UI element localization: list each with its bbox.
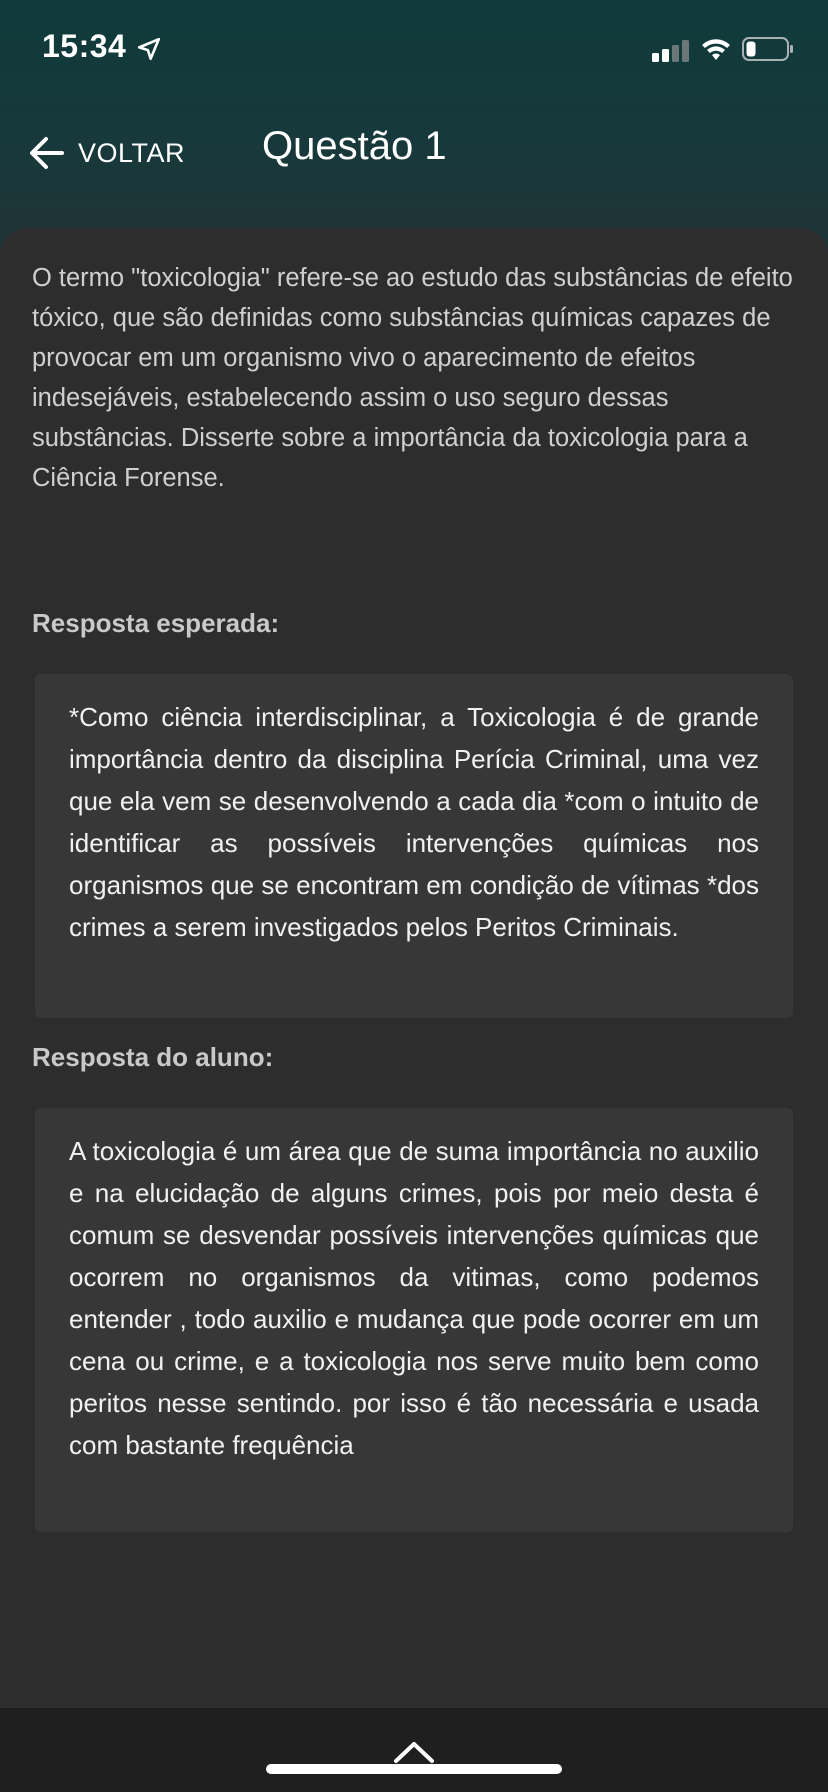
back-label: VOLTAR <box>78 137 186 168</box>
student-answer-box <box>35 1108 793 1532</box>
student-answer-label: Resposta do aluno: <box>32 1042 274 1072</box>
home-indicator[interactable] <box>266 1764 562 1774</box>
expected-answer-label: Resposta esperada: <box>32 608 280 638</box>
question-text: O termo "toxicologia" refere-se ao estudo das substâncias de efeito tóxico, que são definidas como substâncias químicas capazes de provocar em um organismo vivo o aparecimento de efeitos indesejáveis, estabelecendo assim o uso seguro dessas substâncias. Disserte sobre a importância da toxicologia para a Ciência Forense. <box>32 264 793 492</box>
expected-answer-box <box>35 674 793 1018</box>
battery-icon <box>742 37 794 61</box>
expected-answer-text: *Como ciência interdisciplinar, a Toxicologia é de grande importância dentro da disciplina Perícia Criminal, uma vez que ela vem se desenvolvendo a cada dia *com o intuito de identificar as possíveis intervenções químicas nos organismos que se encontram em condição de vítimas *dos crimes a serem investigados pelos Peritos Criminais. <box>69 702 759 942</box>
cellular-signal-icon <box>652 40 692 62</box>
wifi-icon <box>700 36 732 62</box>
student-answer-text: A toxicologia é um área que de suma importância no auxilio e na elucidação de alguns crimes, pois por meio desta é comum se desvendar possíveis intervenções químicas que ocorrem no organismos da vitimas, como podemos entender , todo auxilio e mudança que pode ocorrer em um cena ou crime, e a toxicologia nos serve muito bem como peritos nesse sentindo. por isso é tão necessária e usada com bastante frequência <box>69 1136 759 1460</box>
content-panel[interactable] <box>0 228 828 1708</box>
arrow-left-icon <box>28 135 66 171</box>
location-arrow-icon <box>136 36 162 62</box>
status-bar <box>0 0 828 100</box>
page-title: Questão 1 <box>262 124 447 168</box>
status-time: 15:34 <box>42 28 127 64</box>
back-button[interactable] <box>28 128 185 178</box>
chevron-up-icon[interactable] <box>393 1740 435 1764</box>
header <box>0 110 828 200</box>
